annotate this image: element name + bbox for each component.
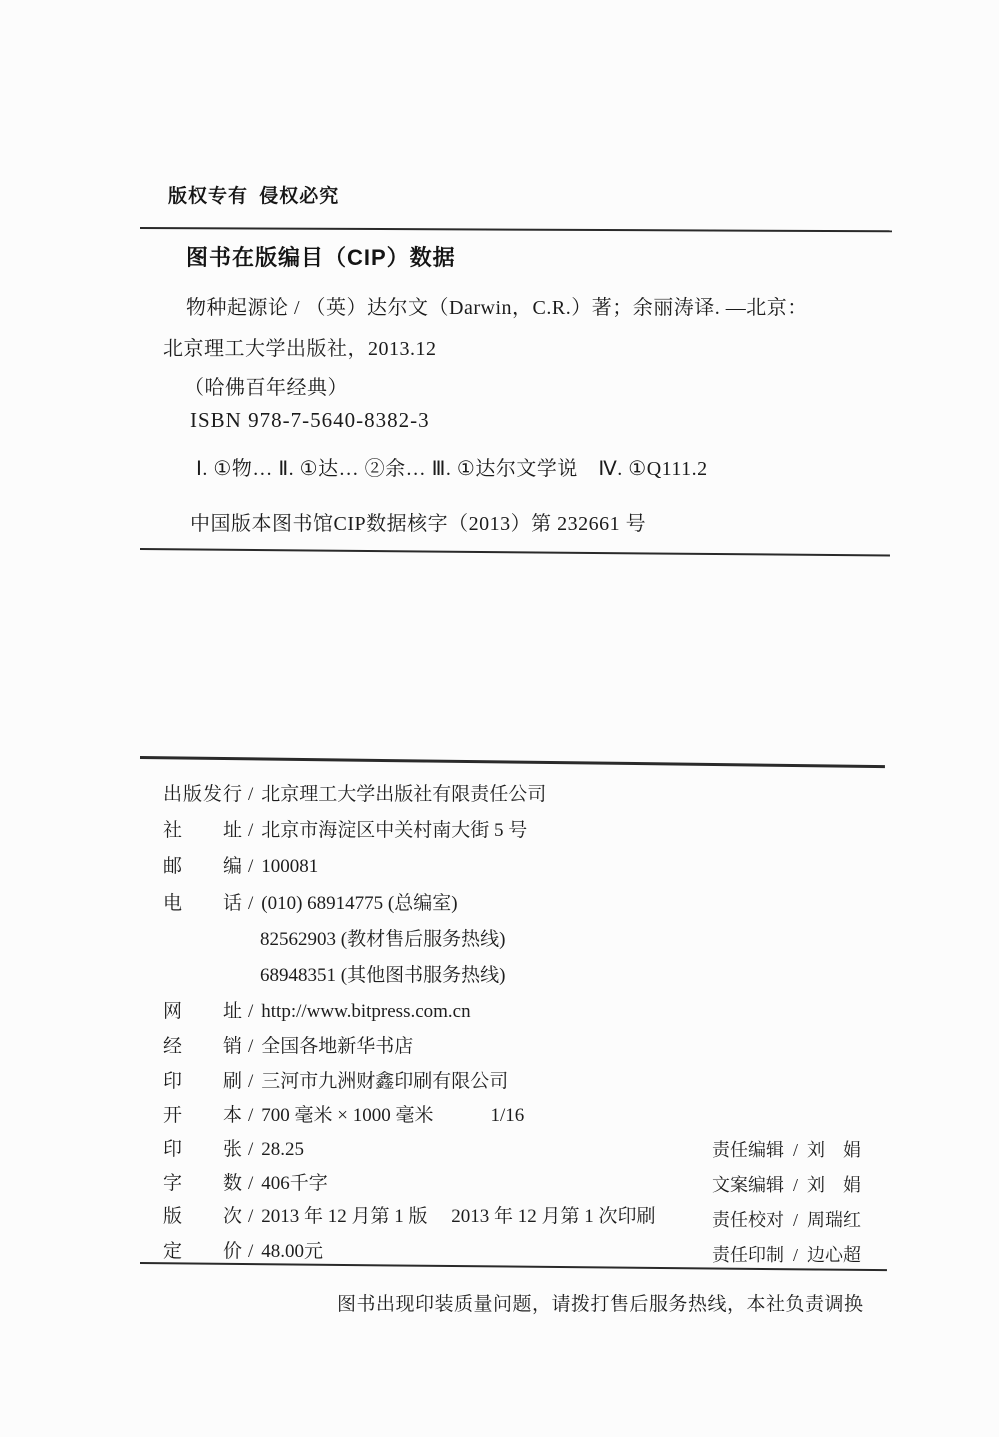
pub-row-distribution (163, 1031, 413, 1058)
separator-slash: / (248, 1071, 254, 1092)
credit-label: 责任印制 (712, 1245, 784, 1265)
cip-series-name: （哈佛百年经典） (184, 377, 348, 399)
pub-row-printer (163, 1066, 508, 1093)
separator-slash: / (248, 1001, 254, 1022)
separator-slash: / (248, 1036, 254, 1057)
pub-row-label: 定价 (163, 1241, 242, 1262)
cip-isbn: ISBN 978-7-5640-8382-3 (190, 408, 430, 432)
copyright-notice: 版权专有 侵权必究 (168, 186, 340, 207)
pub-row-value: 48.00元 (261, 1241, 324, 1262)
separator-slash: / (248, 784, 254, 805)
pub-row-value: 68948351 (其他图书服务热线) (260, 965, 506, 986)
credit-row-executive-editor (712, 1136, 861, 1162)
pub-row-value: (010) 68914775 (总编室) (261, 893, 458, 914)
pub-row-value: 全国各地新华书店 (261, 1036, 414, 1057)
pub-row-value: 北京理工大学出版社有限责任公司 (261, 784, 547, 805)
separator-slash: / (793, 1210, 799, 1230)
separator-slash: / (793, 1140, 799, 1160)
cip-title: 图书在版编目（CIP）数据 (186, 245, 456, 270)
credit-row-proofreader (712, 1206, 861, 1232)
pub-row-label: 字数 (163, 1173, 242, 1194)
cip-box-bottom-rule (140, 548, 890, 557)
credit-row-copy-editor (712, 1171, 861, 1197)
pub-row-value: 406千字 (261, 1173, 328, 1194)
credit-value: 周瑞红 (807, 1210, 862, 1230)
pub-row-format (163, 1100, 524, 1127)
cip-record-number: 中国版本图书馆CIP数据核字（2013）第 232661 号 (190, 513, 647, 535)
pub-row-value: 82562903 (教材售后服务热线) (260, 929, 506, 950)
credit-value: 刘 娟 (807, 1140, 862, 1160)
footer-note: 图书出现印装质量问题，请拨打售后服务热线，本社负责调换 (337, 1294, 864, 1315)
pub-row-value: 28.25 (261, 1139, 305, 1160)
separator-slash: / (248, 1139, 254, 1160)
pub-row-label: 网址 (163, 1001, 242, 1022)
cip-description-line-1: 物种起源论 / （英）达尔文（Darwin，C.R.）著；余丽涛译. —北京： (186, 297, 808, 319)
publication-info-top-rule (140, 756, 885, 768)
credit-label: 责任校对 (712, 1210, 784, 1230)
pub-row-label: 印刷 (163, 1071, 242, 1092)
separator-slash: / (793, 1245, 799, 1265)
pub-row-value: http://www.bitpress.com.cn (261, 1001, 471, 1022)
pub-row-label: 社址 (163, 820, 242, 841)
pub-row-value: 北京市海淀区中关村南大街 5 号 (261, 820, 528, 841)
pub-row-label: 版次 (163, 1206, 242, 1227)
pub-row-label: 印张 (163, 1139, 242, 1160)
credit-label: 责任编辑 (712, 1140, 784, 1160)
pub-row-address (163, 815, 527, 842)
pub-row-edition (163, 1201, 656, 1228)
cip-classification: Ⅰ. ①物… Ⅱ. ①达… ②余… Ⅲ. ①达尔文学说 Ⅳ. ①Q111.2 (196, 458, 708, 480)
separator-slash: / (793, 1175, 799, 1195)
credit-row-print-supervisor (712, 1241, 861, 1267)
pub-row-label: 出版发行 (163, 784, 242, 805)
credit-label: 文案编辑 (712, 1175, 784, 1195)
credit-value: 刘 娟 (807, 1175, 862, 1195)
cip-box-top-rule (140, 227, 892, 232)
pub-row-value: 三河市九洲财鑫印刷有限公司 (261, 1071, 509, 1092)
separator-slash: / (248, 1105, 254, 1126)
pub-row-price (163, 1236, 323, 1263)
pub-row-label: 经销 (163, 1036, 242, 1057)
pub-row-value: 100081 (261, 856, 319, 877)
pub-row-label: 邮编 (163, 856, 242, 877)
pub-row-publisher (163, 779, 546, 806)
pub-row-label: 开本 (163, 1105, 242, 1126)
separator-slash: / (248, 1173, 254, 1194)
pub-row-phone-3 (163, 960, 505, 987)
separator-slash: / (248, 1241, 254, 1262)
pub-row-phone-2 (163, 924, 505, 951)
pub-row-value: 700 毫米 × 1000 毫米 1/16 (261, 1105, 525, 1126)
pub-row-value: 2013 年 12 月第 1 版 2013 年 12 月第 1 次印刷 (261, 1206, 656, 1227)
pub-row-label: 电话 (163, 893, 242, 914)
pub-row-word-count (163, 1168, 328, 1195)
separator-slash: / (248, 856, 254, 877)
credit-value: 边心超 (807, 1245, 862, 1265)
separator-slash: / (248, 820, 254, 841)
separator-slash: / (248, 893, 254, 914)
pub-row-phone (163, 888, 458, 915)
separator-slash: / (248, 1206, 254, 1227)
pub-row-sheets (163, 1134, 304, 1161)
pub-row-website (163, 996, 471, 1023)
pub-row-postcode (163, 851, 318, 878)
cip-description-line-2: 北京理工大学出版社，2013.12 (163, 338, 437, 360)
